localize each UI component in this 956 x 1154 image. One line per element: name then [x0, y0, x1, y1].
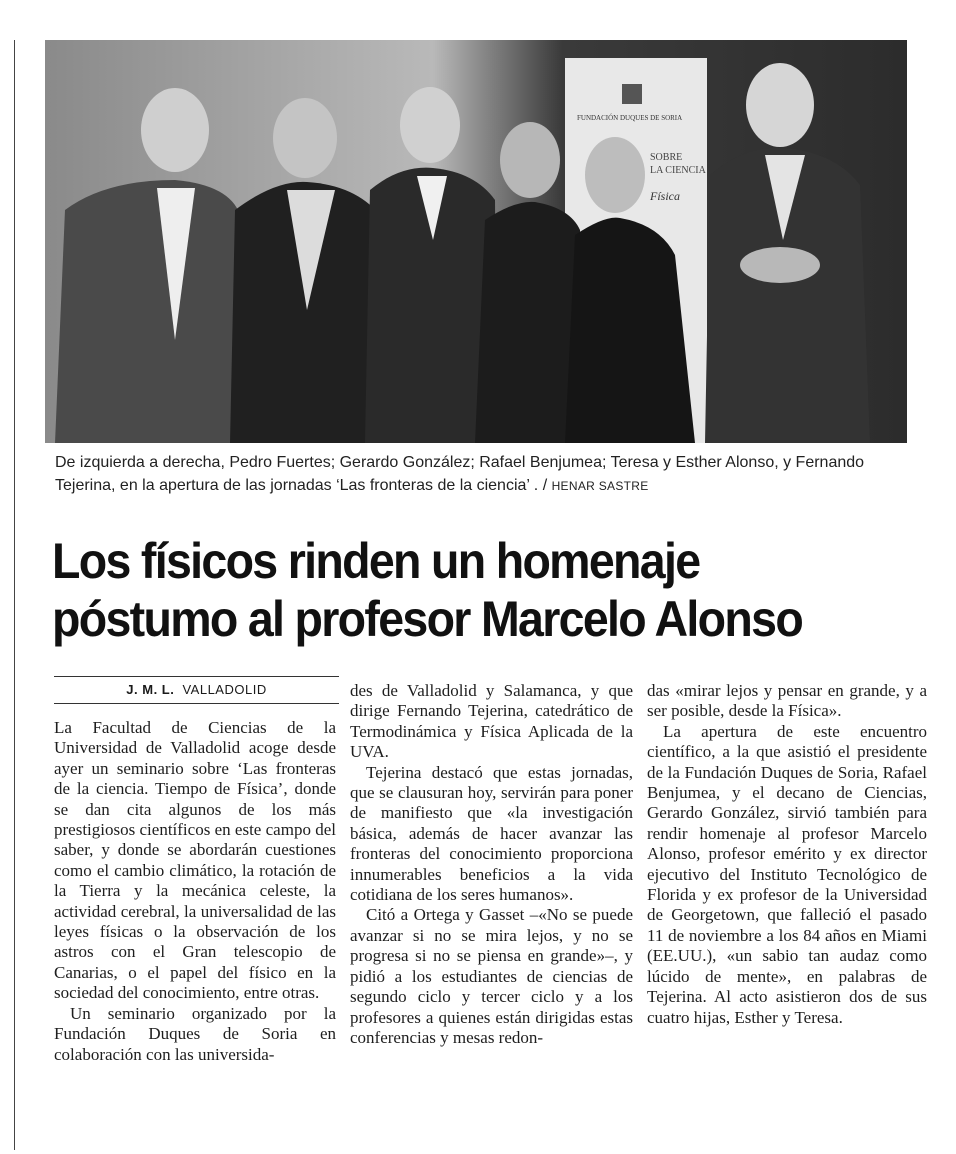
photo-credit: HENAR SASTRE — [551, 479, 649, 493]
paragraph: Tejerina destacó que estas jornadas, que se clausuran hoy, servirán para poner de manifiesto que «la investigación básica, además de hacer avanzar las fronteras del conocimiento proporciona innumerables beneficios a la vida cotidiana de los seres humanos». — [350, 762, 633, 905]
banner-line3: Física — [650, 189, 680, 203]
article-column-1 — [54, 718, 336, 1065]
caption-text: De izquierda a derecha, Pedro Fuertes; Gerardo González; Rafael Benjumea; Teresa y Esther Alonso, y Fernando Tejerina, en la apertura de las jornadas ‘Las fronteras de la ciencia’ . / — [55, 454, 865, 494]
banner-line1: SOBRE — [650, 152, 683, 163]
paragraph: La Facultad de Ciencias de la Universidad de Valladolid acoge desde ayer un seminario sobre ‘Las fronteras de la ciencia. Tiempo de Física’, donde se dan cita algunos de los más prestigiosos científicos en este campo del saber, y donde se abordarán cuestiones como el cambio climático, la rotación de la Tierra y la mecánica celeste, la actividad cerebral, la universalidad de las leyes físicas o la observación de los astros con el Gran telescopio de Canarias, o el papel del físico en la sociedad del conocimiento, entre otras. — [54, 718, 336, 1003]
page-margin-rule — [14, 40, 15, 1150]
paragraph: Un seminario organizado por la Fundación Duques de Soria en colaboración con las universida- — [54, 1003, 336, 1064]
photo-caption — [55, 451, 915, 498]
headline: Los físicos rinden un homenaje póstumo al profesor Marcelo Alonso — [52, 533, 803, 647]
byline-author: J. M. L. — [126, 682, 175, 697]
paragraph: Citó a Ortega y Gasset –«No se puede avanzar si no se mira lejos, y no se progresa si no se piensa en grande»–, y pidió a los estudiantes de ciencias de segundo ciclo y tercer ciclo y a los profesores a quienes están dirigidas estas conferencias y mesas redon- — [350, 905, 633, 1047]
byline — [54, 682, 339, 697]
byline-rule-top — [54, 676, 339, 677]
banner-org: FUNDACIÓN DUQUES DE SORIA — [577, 114, 683, 122]
byline-place: VALLADOLID — [182, 682, 267, 697]
paragraph: das «mirar lejos y pensar en grande, y a ser posible, desde la Física». — [647, 681, 927, 721]
news-photo — [45, 40, 907, 443]
banner-line2: LA CIENCIA — [650, 165, 706, 176]
paragraph: des de Valladolid y Salamanca, y que dirige Fernando Tejerina, catedrático de Termodinámica y Física Aplicada de la UVA. — [350, 681, 633, 762]
article-column-2 — [350, 681, 633, 1048]
article-column-3 — [647, 681, 927, 1028]
paragraph: La apertura de este encuentro científico, a la que asistió el presidente de la Fundación Duques de Soria, Rafael Benjumea, y el decano de Ciencias, Gerardo González, sirvió también para rendir homenaje al profesor Marcelo Alonso, profesor emérito y ex director ejecutivo del Instituto Tecnológico de Florida y ex profesor de la Universidad de Georgetown, que falleció el pasado 11 de noviembre a los 84 años en Miami (EE.UU.), «un sabio tan audaz como lúcido de mente», en palabras de Tejerina. Al acto asistieron dos de sus cuatro hijas, Esther y Teresa. — [647, 721, 927, 1027]
byline-rule-bottom — [54, 703, 339, 704]
